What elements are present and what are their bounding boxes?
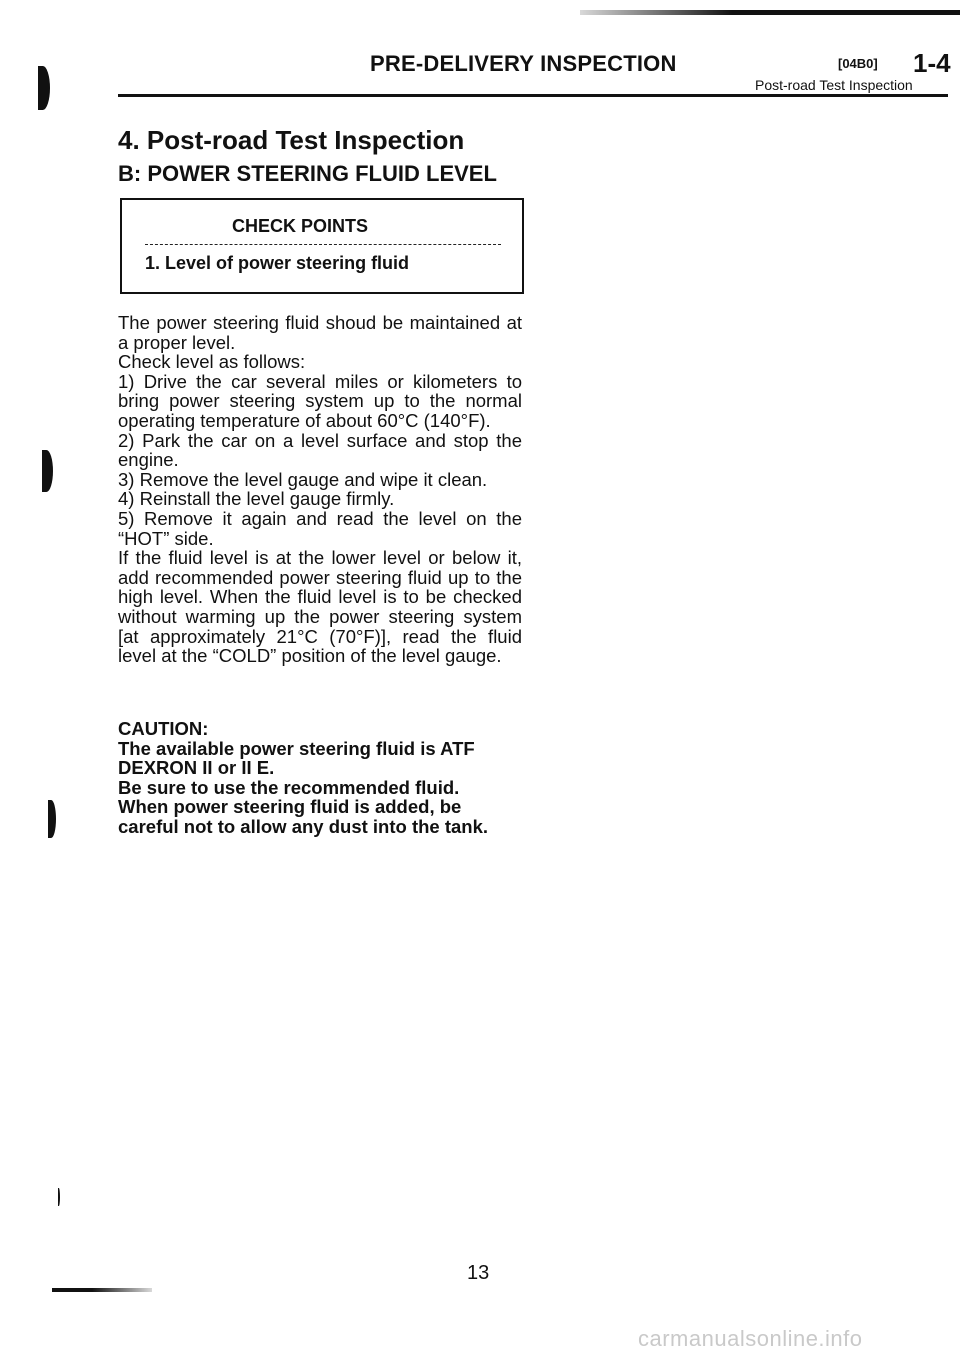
check-point-item: 1. Level of power steering fluid: [145, 253, 410, 273]
binder-hole-mark: [42, 450, 53, 492]
step-item: 5) Remove it again and read the level on the “HOT” side.: [118, 507, 522, 549]
caution-line: When power steering fluid is added, be careful not to allow any dust into the tank.: [118, 796, 489, 837]
intro-paragraph: The power steering fluid shoud be maintained at a proper level.: [118, 312, 522, 353]
scan-edge-line: [52, 1288, 152, 1292]
caution-line: Be sure to use the recommended fluid.: [118, 776, 460, 798]
check-points-divider: [145, 244, 501, 245]
page-header-title: PRE-DELIVERY INSPECTION: [370, 51, 677, 76]
binder-hole-mark: [58, 1188, 60, 1206]
subsection-heading: B: POWER STEERING FLUID LEVEL: [118, 161, 497, 186]
check-points-box: [120, 198, 524, 294]
step-item: 1) Drive the car several miles or kilometers to bring power steering system up to the normal operating temperature of about 60°C (140°F).: [118, 370, 522, 431]
check-points-title: CHECK POINTS: [232, 216, 369, 236]
note-paragraph: If the fluid level is at the lower level or below it, add recommended power steering fluid up to the high level. When the fluid level is to be checked without warming up the power steering system [at approximately 21°C (70°F)], read the fluid level at the “COLD” position of the level gauge.: [118, 547, 522, 667]
section-code: [04B0]: [838, 56, 878, 71]
page-header-subtitle: Post-road Test Inspection: [755, 77, 913, 93]
watermark-text: carmanualsonline.info: [638, 1326, 863, 1351]
check-intro: Check level as follows:: [118, 351, 306, 373]
binder-hole-mark: [38, 66, 50, 110]
page-reference: 1-4: [913, 48, 951, 78]
section-heading: 4. Post-road Test Inspection: [118, 125, 465, 155]
step-item: 2) Park the car on a level surface and stop the engine.: [118, 429, 522, 471]
caution-line: The available power steering fluid is ATF DEXRON II or II E.: [118, 737, 475, 778]
caution-block: [118, 719, 522, 836]
step-item: 4) Reinstall the level gauge firmly.: [118, 488, 395, 510]
header-rule: [118, 94, 948, 97]
binder-hole-mark: [48, 800, 56, 838]
scan-edge-line: [580, 10, 960, 15]
step-item: 3) Remove the level gauge and wipe it clean.: [118, 468, 488, 490]
caution-label: CAUTION:: [118, 718, 209, 739]
body-text: [118, 313, 522, 666]
page-number: 13: [467, 1262, 490, 1284]
